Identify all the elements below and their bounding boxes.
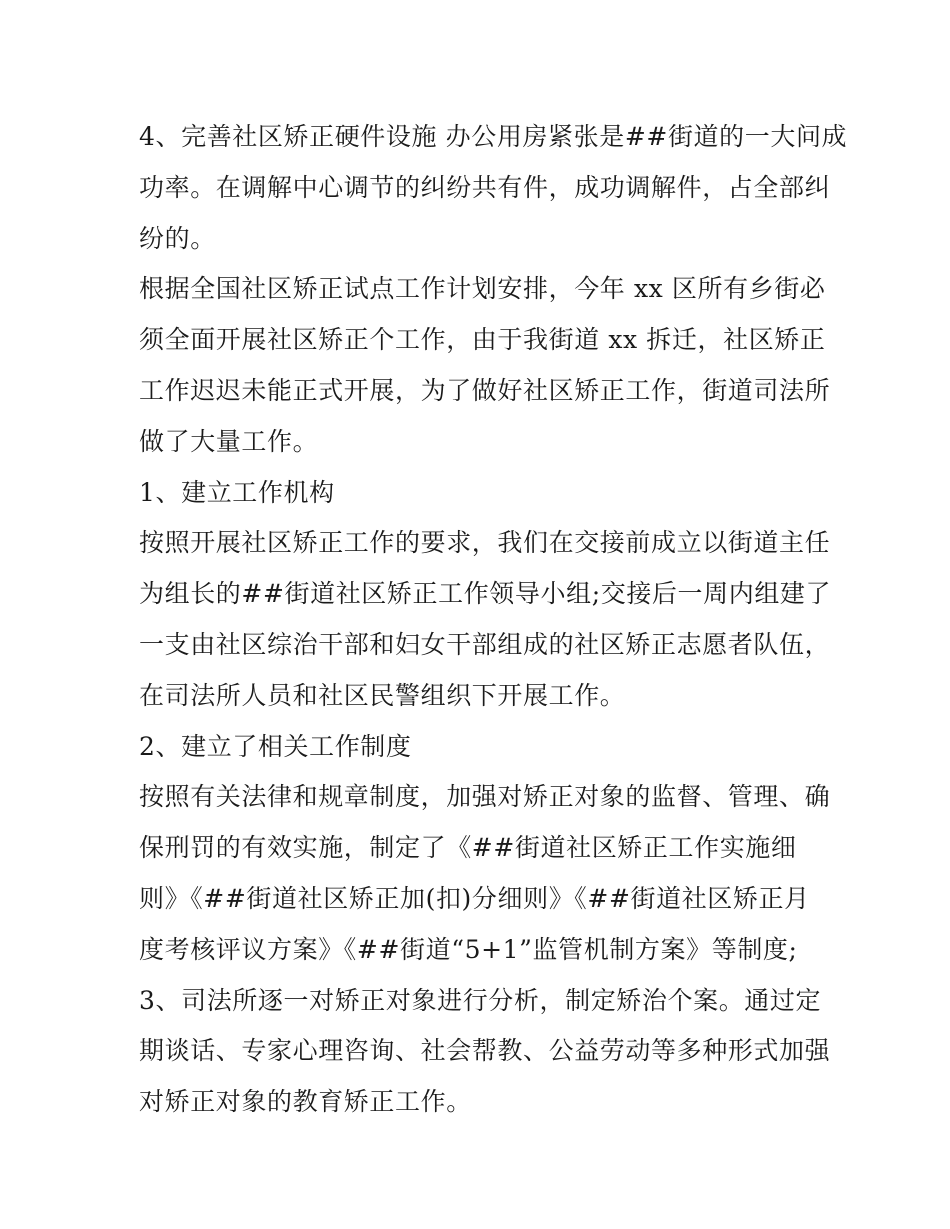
paragraph-item-3-analysis [139,976,831,1128]
document-body [139,112,848,1128]
text-line: 3、司法所逐一对矫正对象进行分析，制定矫治个案。通过定 [139,985,822,1015]
text-line: 纷的。 [139,223,216,253]
text-line: 功率。在调解中心调节的纠纷共有件，成功调解件，占全部纠 [139,172,831,202]
paragraph-background [139,264,831,467]
text-line: 工作迟迟未能正式开展，为了做好社区矫正工作，街道司法所 [139,375,831,405]
text-line: 为组长的##街道社区矫正工作领导小组;交接后一周内组建了 [139,579,832,609]
text-line: 做了大量工作。 [139,426,319,456]
text-line: 保刑罚的有效实施，制定了《##街道社区矫正工作实施细 [139,833,797,863]
section-heading-2 [139,722,819,773]
text-line: 按照有关法律和规章制度，加强对矫正对象的监督、管理、确 [139,782,831,812]
paragraph-item-4-facilities [139,112,848,264]
text-line: 根据全国社区矫正试点工作计划安排，今年 xx 区所有乡街必 [139,274,826,304]
text-line: 须全面开展社区矫正个工作，由于我街道 xx 拆迁，社区矫正 [139,325,826,355]
text-line: 在司法所人员和社区民警组织下开展工作。 [139,680,626,710]
text-line: 期谈话、专家心理咨询、社会帮教、公益劳动等多种形式加强 [139,1036,831,1066]
text-line: 一支由社区综治干部和妇女干部组成的社区矫正志愿者队伍， [139,629,831,659]
text-line: 则》《##街道社区矫正加(扣)分细则》《##街道社区矫正月 [139,883,810,913]
text-line: 4、完善社区矫正硬件设施 办公用房紧张是##街道的一大问成 [139,122,848,151]
paragraph-organization [139,518,832,721]
heading-line: 1、建立工作机构 [139,477,335,507]
text-line: 度考核评议方案》《##街道“5+1”监管机制方案》等制度; [139,934,798,964]
paragraph-regulations [139,772,831,975]
heading-line: 2、建立了相关工作制度 [139,731,412,761]
section-heading-1 [139,468,819,519]
text-line: 按照开展社区矫正工作的要求，我们在交接前成立以街道主任 [139,528,831,558]
text-line: 对矫正对象的教育矫正工作。 [139,1087,472,1117]
